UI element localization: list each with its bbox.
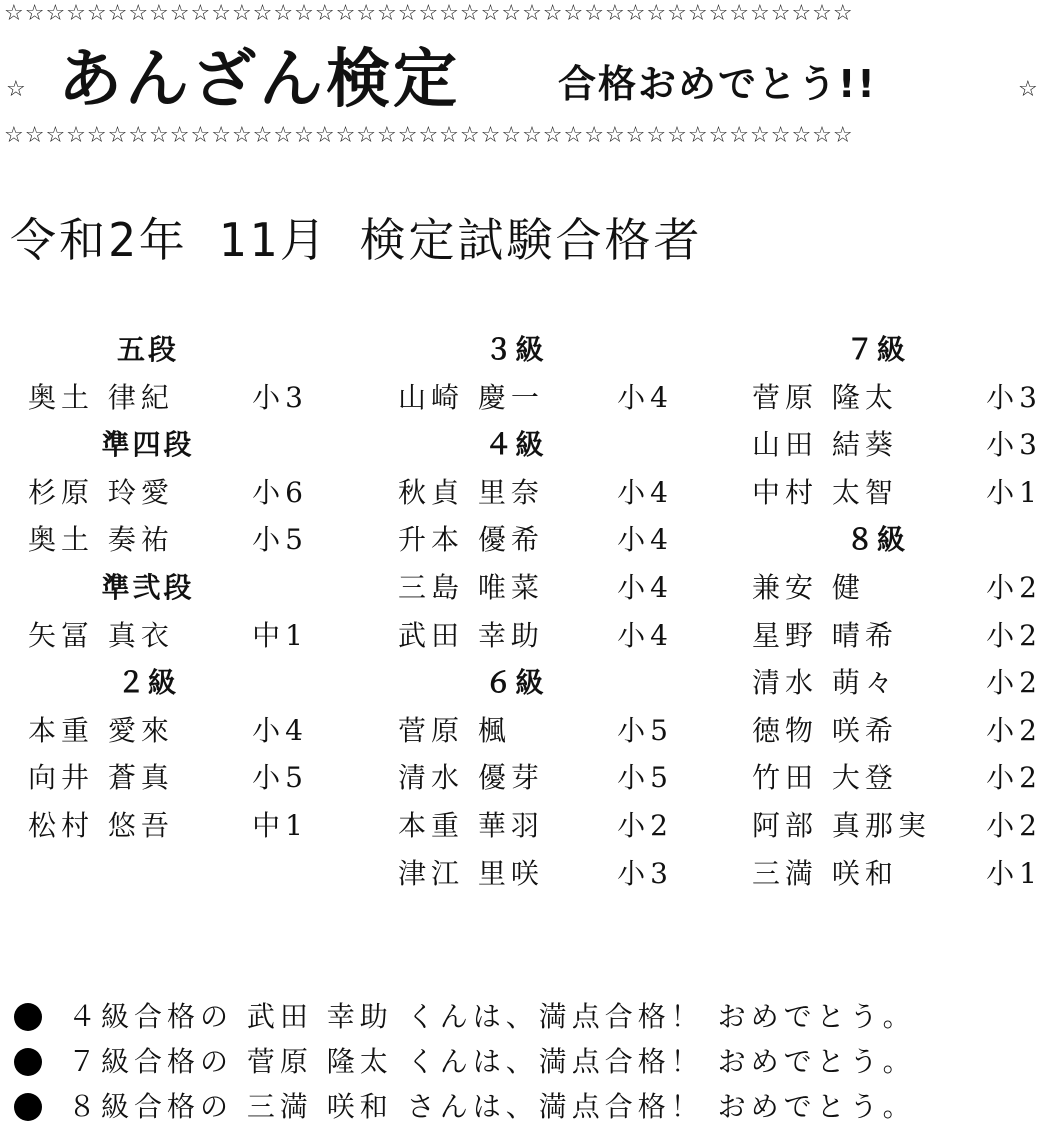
passer-row xyxy=(752,612,1042,660)
star-icon-left: ☆ xyxy=(6,77,26,102)
passer-school-year: 小4 xyxy=(617,618,673,652)
passer-row xyxy=(398,802,673,850)
page-heading: 令和2年 11月 検定試験合格者 xyxy=(10,213,703,267)
passer-name: 兼安 健 xyxy=(752,570,865,604)
grade-heading: ６級 xyxy=(484,666,547,700)
passer-school-year: 小4 xyxy=(617,475,673,509)
note-item xyxy=(14,994,1049,1039)
passer-row xyxy=(398,516,673,564)
passer-school-year: 小2 xyxy=(986,666,1042,700)
passer-row xyxy=(398,707,673,755)
passer-name: 山崎 慶一 xyxy=(398,380,544,414)
passer-school-year: 小4 xyxy=(617,523,673,557)
banner-subtitle: 合格おめでとう!! xyxy=(558,62,877,106)
passer-school-year: 小5 xyxy=(252,523,308,557)
passer-name: 三満 咲和 xyxy=(752,856,898,890)
passer-school-year: 小2 xyxy=(986,713,1042,747)
passer-name: 清水 萌々 xyxy=(752,666,898,700)
passer-name: 松村 悠吾 xyxy=(28,808,174,842)
passer-name: 山田 結葵 xyxy=(752,428,898,462)
star-border-top: ☆☆☆☆☆☆☆☆☆☆☆☆☆☆☆☆☆☆☆☆☆☆☆☆☆☆☆☆☆☆☆☆☆☆☆☆☆☆☆☆☆ xyxy=(4,2,854,26)
passer-name: 向井 蒼真 xyxy=(28,761,174,795)
results-column-3 xyxy=(752,326,1042,897)
bullet-icon xyxy=(14,1048,42,1076)
passer-row xyxy=(752,802,1042,850)
bullet-icon xyxy=(14,1093,42,1121)
bullet-icon xyxy=(14,1003,42,1031)
passer-school-year: 小2 xyxy=(986,808,1042,842)
passer-name: 清水 優芽 xyxy=(398,761,544,795)
passer-school-year: 小5 xyxy=(617,713,673,747)
passer-school-year: 小3 xyxy=(252,380,308,414)
passer-row xyxy=(28,469,308,517)
passer-row xyxy=(752,707,1042,755)
passer-row xyxy=(752,374,1042,422)
passer-school-year: 小2 xyxy=(617,808,673,842)
passer-name: 徳物 咲希 xyxy=(752,713,898,747)
passer-row xyxy=(752,659,1042,707)
grade-heading: ８級 xyxy=(845,523,908,557)
passer-name: 三島 唯菜 xyxy=(398,570,544,604)
grade-heading: 準四段 xyxy=(101,428,195,462)
passer-name: 菅原 楓 xyxy=(398,713,511,747)
grade-heading: 五段 xyxy=(116,333,179,366)
passer-row xyxy=(398,374,673,422)
results-column-1 xyxy=(28,326,308,850)
passer-school-year: 小2 xyxy=(986,761,1042,795)
passer-row xyxy=(398,469,673,517)
passer-row xyxy=(752,421,1042,469)
passer-name: 竹田 大登 xyxy=(752,761,898,795)
passer-school-year: 小4 xyxy=(617,570,673,604)
note-text: ８級合格の 三満 咲和 さんは、満点合格！ おめでとう。 xyxy=(68,1090,916,1123)
passer-school-year: 小5 xyxy=(617,761,673,795)
star-icon-right: ☆ xyxy=(1018,77,1038,102)
passer-name: 本重 華羽 xyxy=(398,808,544,842)
passer-name: 星野 晴希 xyxy=(752,618,898,652)
passer-name: 秋貞 里奈 xyxy=(398,475,544,509)
passer-name: 菅原 隆太 xyxy=(752,380,898,414)
passer-school-year: 中1 xyxy=(252,808,308,842)
passer-row xyxy=(398,612,673,660)
passer-name: 本重 愛來 xyxy=(28,713,174,747)
passer-row xyxy=(398,564,673,612)
grade-heading: ７級 xyxy=(845,333,908,366)
passer-school-year: 小4 xyxy=(252,713,308,747)
passer-name: 阿部 真那実 xyxy=(752,808,931,842)
passer-row xyxy=(752,564,1042,612)
banner-title: あんざん検定 xyxy=(58,43,460,117)
passer-name: 矢冨 真衣 xyxy=(28,618,174,652)
passer-school-year: 小2 xyxy=(986,618,1042,652)
passer-name: 升本 優希 xyxy=(398,523,544,557)
note-text: ７級合格の 菅原 隆太 くんは、満点合格！ おめでとう。 xyxy=(68,1045,916,1078)
note-text: ４級合格の 武田 幸助 くんは、満点合格！ おめでとう。 xyxy=(68,1000,916,1033)
grade-heading: ３級 xyxy=(484,333,547,366)
passer-row xyxy=(28,374,308,422)
passer-name: 津江 里咲 xyxy=(398,856,544,890)
passer-school-year: 小1 xyxy=(986,856,1042,890)
passer-name: 武田 幸助 xyxy=(398,618,544,652)
passer-school-year: 小4 xyxy=(617,380,673,414)
passer-school-year: 小6 xyxy=(252,475,308,509)
passer-school-year: 小3 xyxy=(617,856,673,890)
passer-row xyxy=(398,754,673,802)
results-column-2 xyxy=(398,326,673,897)
passer-school-year: 小3 xyxy=(986,380,1042,414)
passer-name: 奥土 律紀 xyxy=(28,380,174,414)
passer-row xyxy=(28,754,308,802)
passer-name: 杉原 玲愛 xyxy=(28,475,174,509)
star-border-bottom: ☆☆☆☆☆☆☆☆☆☆☆☆☆☆☆☆☆☆☆☆☆☆☆☆☆☆☆☆☆☆☆☆☆☆☆☆☆☆☆☆☆ xyxy=(4,124,854,148)
passer-name: 中村 太智 xyxy=(752,475,898,509)
grade-heading: ２級 xyxy=(116,666,179,700)
passer-school-year: 中1 xyxy=(252,618,308,652)
note-item xyxy=(14,1039,1049,1084)
grade-heading: 準弐段 xyxy=(101,570,195,604)
passer-row xyxy=(752,754,1042,802)
passer-row xyxy=(398,850,673,898)
passer-row xyxy=(28,516,308,564)
passer-row xyxy=(752,469,1042,517)
passer-school-year: 小5 xyxy=(252,761,308,795)
passer-school-year: 小3 xyxy=(986,428,1042,462)
passer-school-year: 小1 xyxy=(986,475,1042,509)
passer-row xyxy=(752,850,1042,898)
passer-name: 奥土 奏祐 xyxy=(28,523,174,557)
perfect-score-notes xyxy=(14,994,1049,1129)
passer-row xyxy=(28,612,308,660)
passer-school-year: 小2 xyxy=(986,570,1042,604)
passer-row xyxy=(28,802,308,850)
passer-row xyxy=(28,707,308,755)
note-item xyxy=(14,1084,1049,1129)
grade-heading: ４級 xyxy=(484,428,547,462)
